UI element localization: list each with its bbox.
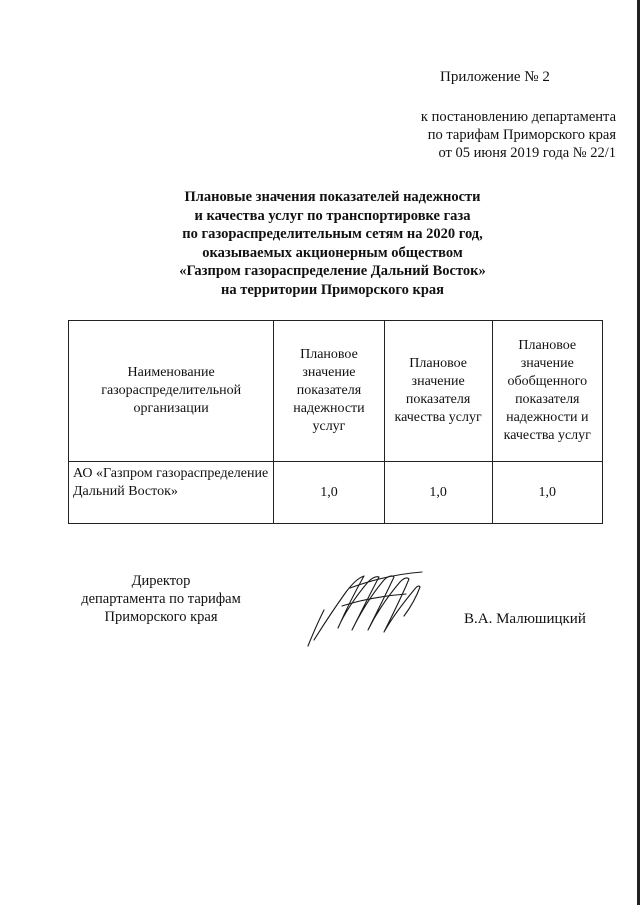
document-title-line: по газораспределительным сетям на 2020 год, — [182, 226, 483, 242]
cell-quality: 1,0 — [384, 462, 492, 524]
signer-position-line: Директор — [131, 573, 191, 589]
document-title-line: Плановые значения показателей надежности — [184, 189, 481, 205]
cell-reliability: 1,0 — [274, 462, 384, 524]
handwritten-signature — [306, 566, 426, 648]
column-header-generalized: Плановое значение обобщенного показателя надежности и качества услуг — [492, 321, 602, 462]
table-header-row — [69, 321, 603, 462]
column-header-quality: Плановое значение показателя качества услуг — [384, 321, 492, 462]
cell-organization: АО «Газпром газораспределение Дальний Восток» — [69, 462, 274, 524]
appendix-reference-line: по тарифам Приморского края — [427, 127, 616, 143]
indicators-table — [68, 320, 603, 524]
table-row — [69, 462, 603, 524]
signer-position — [66, 572, 256, 626]
appendix-reference-line: от 05 июня 2019 года № 22/1 — [438, 145, 616, 161]
column-header-reliability: Плановое значение показателя надежности услуг — [274, 321, 384, 462]
document-title — [150, 188, 515, 299]
document-title-line: «Газпром газораспределение Дальний Восток» — [179, 263, 486, 279]
appendix-title: Приложение № 2 — [440, 69, 550, 85]
signer-name: В.А. Малюшицкий — [464, 611, 586, 627]
cell-generalized: 1,0 — [492, 462, 602, 524]
signer-position-line: Приморского края — [104, 609, 218, 625]
document-title-line: и качества услуг по транспортировке газа — [194, 207, 471, 224]
document-title-line: оказываемых акционерным обществом — [202, 244, 463, 261]
document-title-line: на территории Приморского края — [220, 281, 444, 298]
appendix-reference-line: к постановлению департамента — [420, 109, 616, 125]
signer-position-line: департамента по тарифам — [81, 591, 241, 607]
column-header-organization: Наименование газораспределительной организации — [69, 321, 274, 462]
appendix-reference — [356, 108, 616, 162]
